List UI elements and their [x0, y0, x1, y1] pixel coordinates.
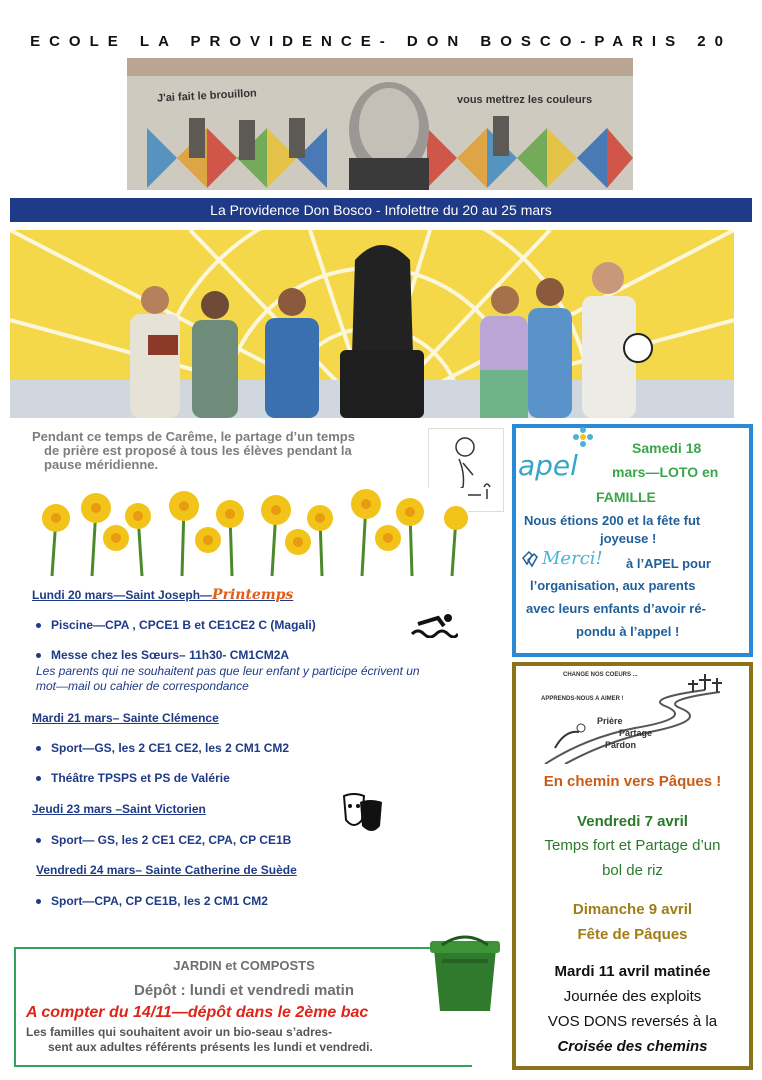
apel-line-2: mars—LOTO en — [612, 464, 719, 480]
tuesday-date: Mardi 11 avril matinée — [554, 963, 711, 980]
path-to-easter-drawing — [525, 668, 747, 764]
path-priere: Prière — [597, 716, 623, 726]
path-mid-text: APPRENDS-NOUS A AIMER ! — [541, 696, 624, 702]
sunday-text: Fête de Pâques — [577, 926, 688, 943]
mural-left-text: J'ai fait le brouillon — [156, 87, 258, 105]
monday-heading — [32, 587, 293, 603]
garden-date: A compter du 14/11—dépôt dans le 2ème bac — [26, 1004, 369, 1021]
monday-note-line-2: mot—mail ou cahier de correspondance — [36, 679, 249, 693]
apel-line-9: pondu à l’appel ! — [576, 624, 680, 639]
path-pardon: Pardon — [605, 740, 637, 750]
apel-line-8: avec leurs enfants d’avoir ré- — [526, 601, 706, 616]
thursday-title: Jeudi 23 mars –Saint Victorien — [32, 802, 206, 816]
careme-line-2: de prière est proposé à tous les élèves pendant la — [44, 443, 352, 458]
tuesday-text-1: Journée des exploits — [563, 988, 702, 1005]
mural-photo — [127, 58, 633, 190]
friday-text-2: bol de riz — [602, 862, 663, 879]
monday-title: Lundi 20 mars—Saint Joseph— — [32, 588, 213, 602]
monday-item-1-text: Piscine—CPA , CPCE1 B et CE1CE2 C (Magali) — [51, 618, 316, 632]
apel-line-3: FAMILLE — [596, 489, 656, 505]
hero-illustration — [10, 230, 734, 418]
careme-text — [32, 430, 427, 472]
careme-line-3: pause méridienne. — [44, 457, 159, 472]
apel-line-7: l’organisation, aux parents — [530, 578, 696, 593]
friday-item-1-text: Sport—CPA, CP CE1B, les 2 CM1 CM2 — [51, 894, 268, 908]
monday-item-1 — [36, 618, 316, 632]
monday-note — [36, 664, 496, 694]
tuesday-title: Mardi 21 mars– Sainte Clémence — [32, 711, 219, 725]
thursday-item-1-text: Sport— GS, les 2 CE1 CE2, CPA, CP CE1B — [51, 833, 292, 847]
daffodils-image — [32, 488, 468, 576]
friday-title: Vendredi 24 mars– Sainte Catherine de Suède — [36, 863, 297, 877]
garden-info-line-1: Les familles qui souhaitent avoir un bio-seau s’adres- — [26, 1025, 333, 1039]
clapping-hands-icon — [520, 548, 540, 568]
garden-depot: Dépôt : lundi et vendredi matin — [133, 982, 354, 999]
compost-bin-icon — [428, 935, 502, 1015]
apel-line-6: à l’APEL pour — [626, 556, 711, 571]
tuesday-text-3: Croisée des chemins — [557, 1038, 708, 1055]
friday-date: Vendredi 7 avril — [577, 813, 688, 830]
school-title: ECOLE LA PROVIDENCE- DON BOSCO-PARIS 20 — [30, 33, 732, 50]
garden-title: JARDIN et COMPOSTS — [173, 958, 315, 973]
merci-text: Merci! — [542, 548, 603, 569]
sunday-date: Dimanche 9 avril — [572, 901, 693, 918]
newsletter-banner: La Providence Don Bosco - Infolettre du 20 au 25 mars — [10, 198, 752, 222]
careme-line-1: Pendant ce temps de Carême, le partage d’un temps — [32, 429, 355, 444]
friday-text-1: Temps fort et Partage d’un — [544, 837, 721, 854]
tuesday-item-2 — [36, 771, 230, 785]
apel-line-1: Samedi 18 — [632, 440, 702, 456]
garden-info-line-2: sent aux adultes référents présents les lundi et vendredi. — [48, 1040, 373, 1054]
printemps-tag: Printemps — [212, 587, 294, 603]
thursday-item-1 — [36, 833, 291, 847]
path-partage: Partage — [619, 728, 653, 738]
monday-item-2-text: Messe chez les Sœurs– 11h30- CM1CM2A — [51, 648, 290, 662]
monday-item-2 — [36, 648, 289, 662]
apel-line-5: joyeuse ! — [600, 531, 657, 546]
apel-flower-icon — [572, 426, 594, 448]
path-top-text: CHANGE NOS COEURS ... — [563, 672, 638, 678]
mural-right-text: vous mettrez les couleurs — [457, 94, 593, 106]
apel-line-4: Nous étions 200 et la fête fut — [524, 513, 701, 528]
tuesday-text-2: VOS DONS reversés à la — [547, 1013, 718, 1030]
monday-note-line-1: Les parents qui ne souhaitent pas que leur enfant y participe écrivent un — [36, 664, 420, 678]
tuesday-item-1-text: Sport—GS, les 2 CE1 CE2, les 2 CM1 CM2 — [51, 741, 290, 755]
tuesday-item-1 — [36, 741, 289, 755]
tuesday-item-2-text: Théâtre TPSPS et PS de Valérie — [51, 771, 230, 785]
paques-title: En chemin vers Pâques ! — [543, 773, 722, 790]
swimmer-icon — [410, 612, 458, 638]
apel-logo: apel — [518, 449, 578, 482]
theatre-masks-icon — [340, 790, 386, 838]
garden-info — [26, 1025, 476, 1055]
friday-item-1 — [36, 894, 268, 908]
